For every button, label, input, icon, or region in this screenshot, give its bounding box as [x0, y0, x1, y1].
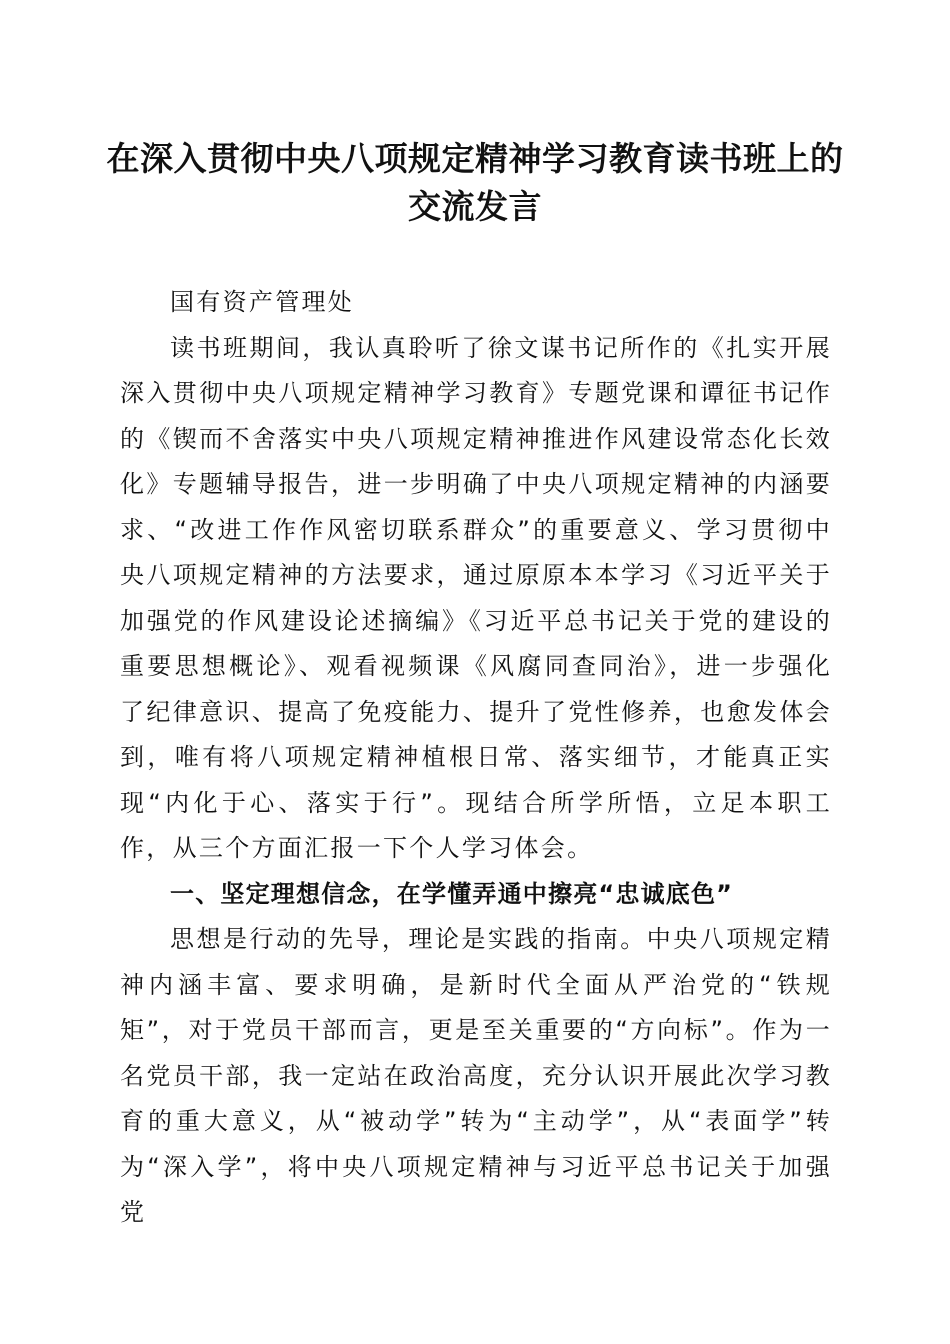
section-heading: 一、坚定理想信念，在学懂弄通中擦亮“忠诚底色” [170, 879, 734, 908]
body-paragraph: 思想是行动的先导，理论是实践的指南。中央八项规定精神内涵丰富、要求明确，是新时代全面从严治党的“铁规矩”，对于党员干部而言，更是至关重要的“方向标”。作为一名党员干部，我一定站在政治高度，充分认识开展此次学习教育的重大意义，从“被动学”转为“主动学”，从“表面学”转为“深入学”，将中央八项规定精神与习近平总书记关于加强党 [120, 925, 832, 1226]
document-title: 在深入贯彻中央八项规定精神学习教育读书班上的交流发言 [106, 139, 844, 226]
document-body [120, 280, 832, 1236]
body-paragraph: 读书班期间，我认真聆听了徐文谋书记所作的《扎实开展深入贯彻中央八项规定精神学习教育》专题党课和谭征书记作的《锲而不舍落实中央八项规定精神推进作风建设常态化长效化》专题辅导报告，进一步明确了中央八项规定精神的内涵要求、“改进工作作风密切联系群众”的重要意义、学习贯彻中央八项规定精神的方法要求，通过原原本本学习《习近平关于加强党的作风建设论述摘编》《习近平总书记关于党的建设的重要思想概论》、观看视频课《风腐同查同治》，进一步强化了纪律意识、提高了免疫能力、提升了党性修养，也愈发体会到，唯有将八项规定精神植根日常、落实细节，才能真正实现“内化于心、落实于行”。现结合所学所悟，立足本职工作，从三个方面汇报一下个人学习体会。 [120, 333, 832, 862]
department-line: 国有资产管理处 [170, 288, 355, 316]
